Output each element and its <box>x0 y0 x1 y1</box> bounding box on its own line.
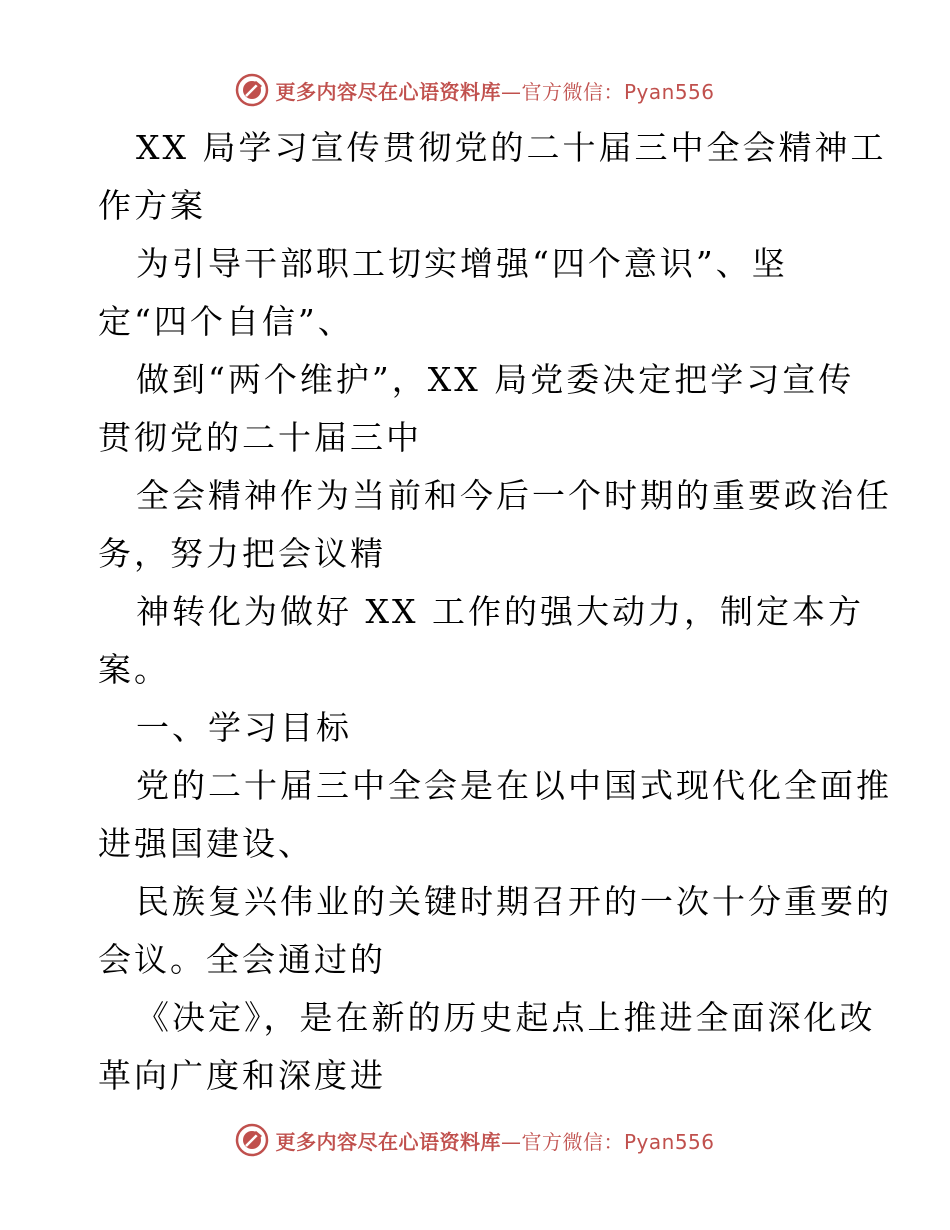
paragraph-line: 务，努力把会议精 <box>98 534 386 573</box>
paragraph-line: 做到“两个维护”，XX 局党委决定把学习宣传 <box>136 360 855 399</box>
paragraph-line: 全会精神作为当前和今后一个时期的重要政治任 <box>136 476 892 515</box>
paragraph-line: 民族复兴伟业的关键时期召开的一次十分重要的 <box>136 882 892 921</box>
paragraph-line: 会议。全会通过的 <box>98 940 386 979</box>
paragraph-line: 定“四个自信”、 <box>98 302 354 341</box>
watermark-separator: — <box>500 1129 522 1154</box>
watermark-wechat-label: 官方微信： <box>521 79 624 104</box>
brand-logo-icon <box>235 1123 269 1157</box>
paragraph-line: 革向广度和深度进 <box>98 1056 386 1095</box>
section-heading: 一、学习目标 <box>136 708 352 747</box>
footer-watermark <box>0 1120 950 1160</box>
watermark-main-text: 更多内容尽在心语资料库 <box>275 1129 501 1154</box>
paragraph-line: 案。 <box>98 650 170 689</box>
watermark-separator: — <box>500 79 522 104</box>
document-title-line-1: XX 局学习宣传贯彻党的二十届三中全会精神工 <box>136 128 887 167</box>
paragraph-line: 《决定》，是在新的历史起点上推进全面深化改 <box>136 998 876 1037</box>
brand-logo-icon <box>235 73 269 107</box>
document-title-line-2: 作方案 <box>98 186 206 225</box>
watermark-wechat-label: 官方微信： <box>521 1129 624 1154</box>
paragraph-line: 神转化为做好 XX 工作的强大动力，制定本方 <box>136 592 864 631</box>
watermark-main-text: 更多内容尽在心语资料库 <box>275 79 501 104</box>
paragraph-line: 进强国建设、 <box>98 824 314 863</box>
paragraph-line: 党的二十届三中全会是在以中国式现代化全面推 <box>136 766 892 805</box>
paragraph-line: 贯彻党的二十届三中 <box>98 418 422 457</box>
watermark-handle: Pyan556 <box>623 1129 715 1154</box>
header-watermark <box>0 70 950 110</box>
paragraph-line: 为引导干部职工切实增强“四个意识”、坚 <box>136 244 788 283</box>
watermark-handle: Pyan556 <box>623 79 715 104</box>
